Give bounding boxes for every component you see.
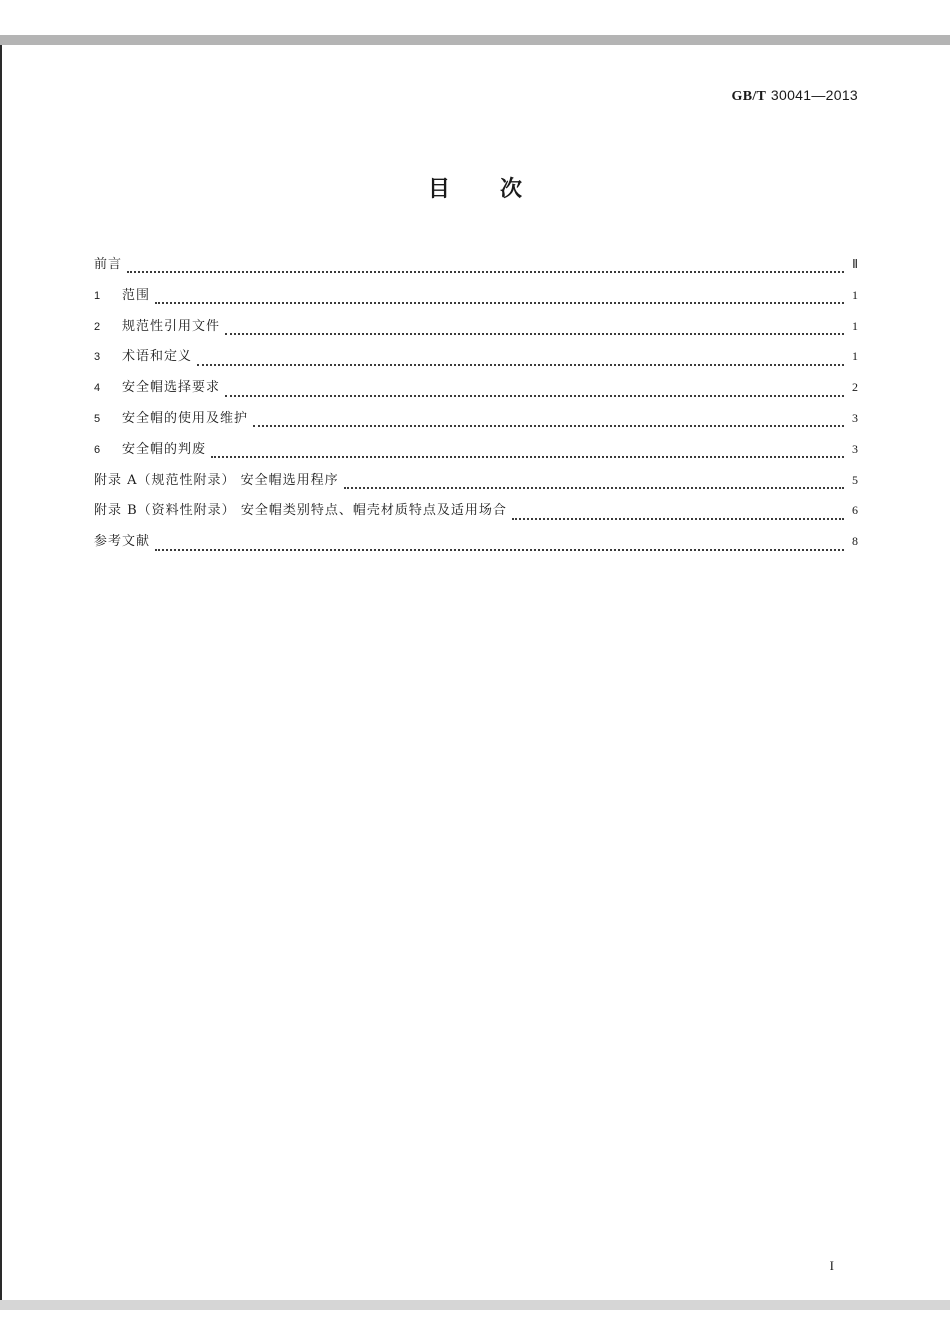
toc-entry-terms-definitions[interactable] xyxy=(94,346,858,377)
toc-entry-text: 安全帽的判废 xyxy=(122,441,207,457)
toc-entry-text: 安全帽选择要求 xyxy=(122,380,221,396)
dot-leader xyxy=(197,364,844,366)
standard-code xyxy=(732,87,859,105)
toc-entry-page: 1 xyxy=(852,318,858,333)
toc-entry-use-maintenance[interactable] xyxy=(94,408,858,439)
table-of-contents xyxy=(94,254,858,562)
toc-entry-text: 前言 xyxy=(94,257,123,272)
toc-entry-text: 术语和定义 xyxy=(122,349,193,365)
standard-prefix: GB/T xyxy=(731,89,767,104)
toc-entry-page: 2 xyxy=(852,380,858,395)
toc-entry-text: 附录 A（规范性附录） 安全帽选用程序 xyxy=(94,472,339,488)
toc-entry-number: 2 xyxy=(94,320,101,333)
toc-entry-number: 1 xyxy=(94,289,101,302)
toc-entry-text: 范围 xyxy=(122,287,151,303)
toc-entry-scope[interactable] xyxy=(94,285,858,316)
toc-entry-annex-a[interactable] xyxy=(94,470,858,501)
bottom-border xyxy=(0,1300,950,1310)
toc-entry-selection-requirements[interactable] xyxy=(94,377,858,408)
toc-entry-text: 参考文献 xyxy=(94,534,151,550)
toc-entry-text: 安全帽的使用及维护 xyxy=(122,410,249,426)
toc-entry-number: 3 xyxy=(94,351,101,364)
dot-leader xyxy=(225,333,844,335)
toc-entry-page: 1 xyxy=(852,349,858,364)
toc-entry-page: Ⅱ xyxy=(852,257,858,271)
toc-entry-page: 1 xyxy=(852,287,858,302)
toc-entry-number: 6 xyxy=(94,443,101,456)
dot-leader xyxy=(155,549,844,551)
toc-entry-text: 规范性引用文件 xyxy=(122,318,221,334)
toc-entry-annex-b[interactable] xyxy=(94,500,858,531)
standard-number: 30041—2013 xyxy=(770,87,858,103)
top-border xyxy=(0,35,950,45)
left-border xyxy=(0,45,2,1300)
toc-entry-number: 4 xyxy=(94,382,101,395)
toc-entry-page: 5 xyxy=(852,472,858,487)
toc-entry-discard[interactable] xyxy=(94,439,858,470)
toc-entry-normative-references[interactable] xyxy=(94,316,858,347)
toc-entry-page: 6 xyxy=(852,503,858,518)
dot-leader xyxy=(253,425,844,427)
toc-entry-page: 8 xyxy=(852,534,858,549)
toc-entry-foreword[interactable] xyxy=(94,254,858,285)
toc-entry-text: 附录 B（资料性附录） 安全帽类别特点、帽壳材质特点及适用场合 xyxy=(94,503,507,519)
dot-leader xyxy=(344,487,844,489)
dot-leader xyxy=(211,456,844,458)
dot-leader xyxy=(225,395,844,397)
page-title: 目次 xyxy=(427,177,572,202)
page-number: I xyxy=(829,1258,834,1273)
toc-entry-page: 3 xyxy=(852,441,858,456)
toc-entry-bibliography[interactable] xyxy=(94,531,858,562)
toc-entry-page: 3 xyxy=(852,410,858,425)
dot-leader xyxy=(127,271,844,273)
dot-leader xyxy=(512,518,844,520)
toc-entry-number: 5 xyxy=(94,412,101,425)
dot-leader xyxy=(155,302,844,304)
